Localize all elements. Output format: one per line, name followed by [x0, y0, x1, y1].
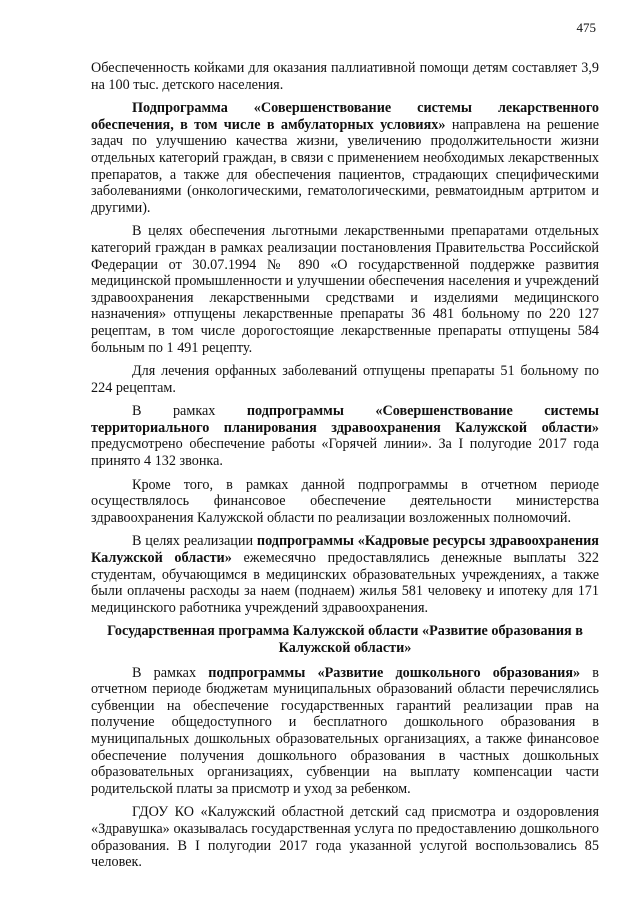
paragraph-preferential-drugs: В целях обеспечения льготными лекарственными препаратами отдельных категорий граждан в рамках реализации постановления Правительства Российской Федерации от 30.07.1994 № 890 «О государственной поддержке развития медицинской промышленности и улучшении обеспечения населения и учреждений здравоохранения лекарственными средствами и изделиями медицинского назначения» отпущены лекарственные препараты 36 481 больному по 220 127 рецептам, в том числе дорогостоящие лекарственные препараты отпущены 584 больным по 1 491 рецепту.	[91, 223, 599, 356]
paragraph-human-resources	[91, 533, 599, 616]
paragraph-preschool-education	[91, 665, 599, 798]
document-body	[91, 60, 599, 878]
subprogram-title: подпрограммы «Кадровые ресурсы здравоохранения Калужской области»	[91, 533, 599, 567]
paragraph-text: ежемесячно предоставлялись денежные выплаты 322 студентам, обучающимся в медицинских образовательных учреждениях, а также были оплачены расходы за наем (поднаем) жилья 581 человеку и ипотеку для 171 медицинского работника учреждений здравоохранения.	[91, 550, 599, 616]
paragraph-text: в отчетном периоде бюджетам муниципальных образований области перечислялись субвенции на обеспечение государственных гарантий реализации прав на получение общедоступного и бесплатного дошкольного образования в муниципальных дошкольных образовательных организациях, а также финансовое обеспечение получения дошкольного образования в частных дошкольных образовательных организациях, субвенции на выплату компенсации части родительской платы за присмотр и уход за ребенком.	[91, 664, 600, 797]
paragraph-palliative-beds: Обеспеченность койками для оказания паллиативной помощи детям составляет 3,9 на 100 тыс. детского населения.	[91, 60, 599, 93]
paragraph-text: В рамках	[132, 403, 247, 420]
paragraph-text: предусмотрено обеспечение работы «Горячей линии». За I полугодие 2017 года принято 4 132 звонка.	[91, 436, 599, 470]
paragraph-ministry-funding: Кроме того, в рамках данной подпрограммы в отчетном периоде осуществлялось финансовое обеспечение деятельности министерства здравоохранения Калужской области по реализации возложенных полномочий.	[91, 476, 599, 526]
subprogram-title: подпрограммы «Развитие дошкольного образования»	[208, 664, 581, 681]
paragraph-territorial-planning	[91, 403, 599, 469]
subprogram-title: подпрограммы «Совершенствование системы территориального планирования здравоохранения Калужской области»	[91, 403, 599, 436]
section-heading: Государственная программа Калужской области «Развитие образования в Калужской области»	[107, 623, 583, 656]
page-number: 475	[576, 20, 596, 35]
paragraph-orphan-diseases: Для лечения орфанных заболеваний отпущены препараты 51 больному по 224 рецептам.	[91, 363, 599, 396]
paragraph-kindergarten-zdravushka: ГДОУ КО «Калужский областной детский сад присмотра и оздоровления «Здравушка» оказывалась государственная услуга по предоставлению дошкольного образования. В I полугодии 2017 года указанной услугой воспользовались 85 человек.	[91, 804, 599, 871]
paragraph-drug-supply-subprogram	[91, 100, 599, 216]
paragraph-text: В рамках	[132, 664, 209, 681]
paragraph-text: направлена на решение задач по улучшению качества жизни, увеличению продолжительности жизни отдельных категорий граждан, в связи с применением необходимых лекарственных препаратов, а также для обеспечения пациентов, страдающих специфическими заболеваниями (онкологическими, гематологическими, ревматоидным артритом и другими).	[91, 116, 600, 216]
paragraph-text: В целях реализации	[132, 533, 257, 550]
subprogram-title: Подпрограмма «Совершенствование системы лекарственного обеспечения, в том числе в амбулаторных условиях»	[91, 100, 599, 133]
